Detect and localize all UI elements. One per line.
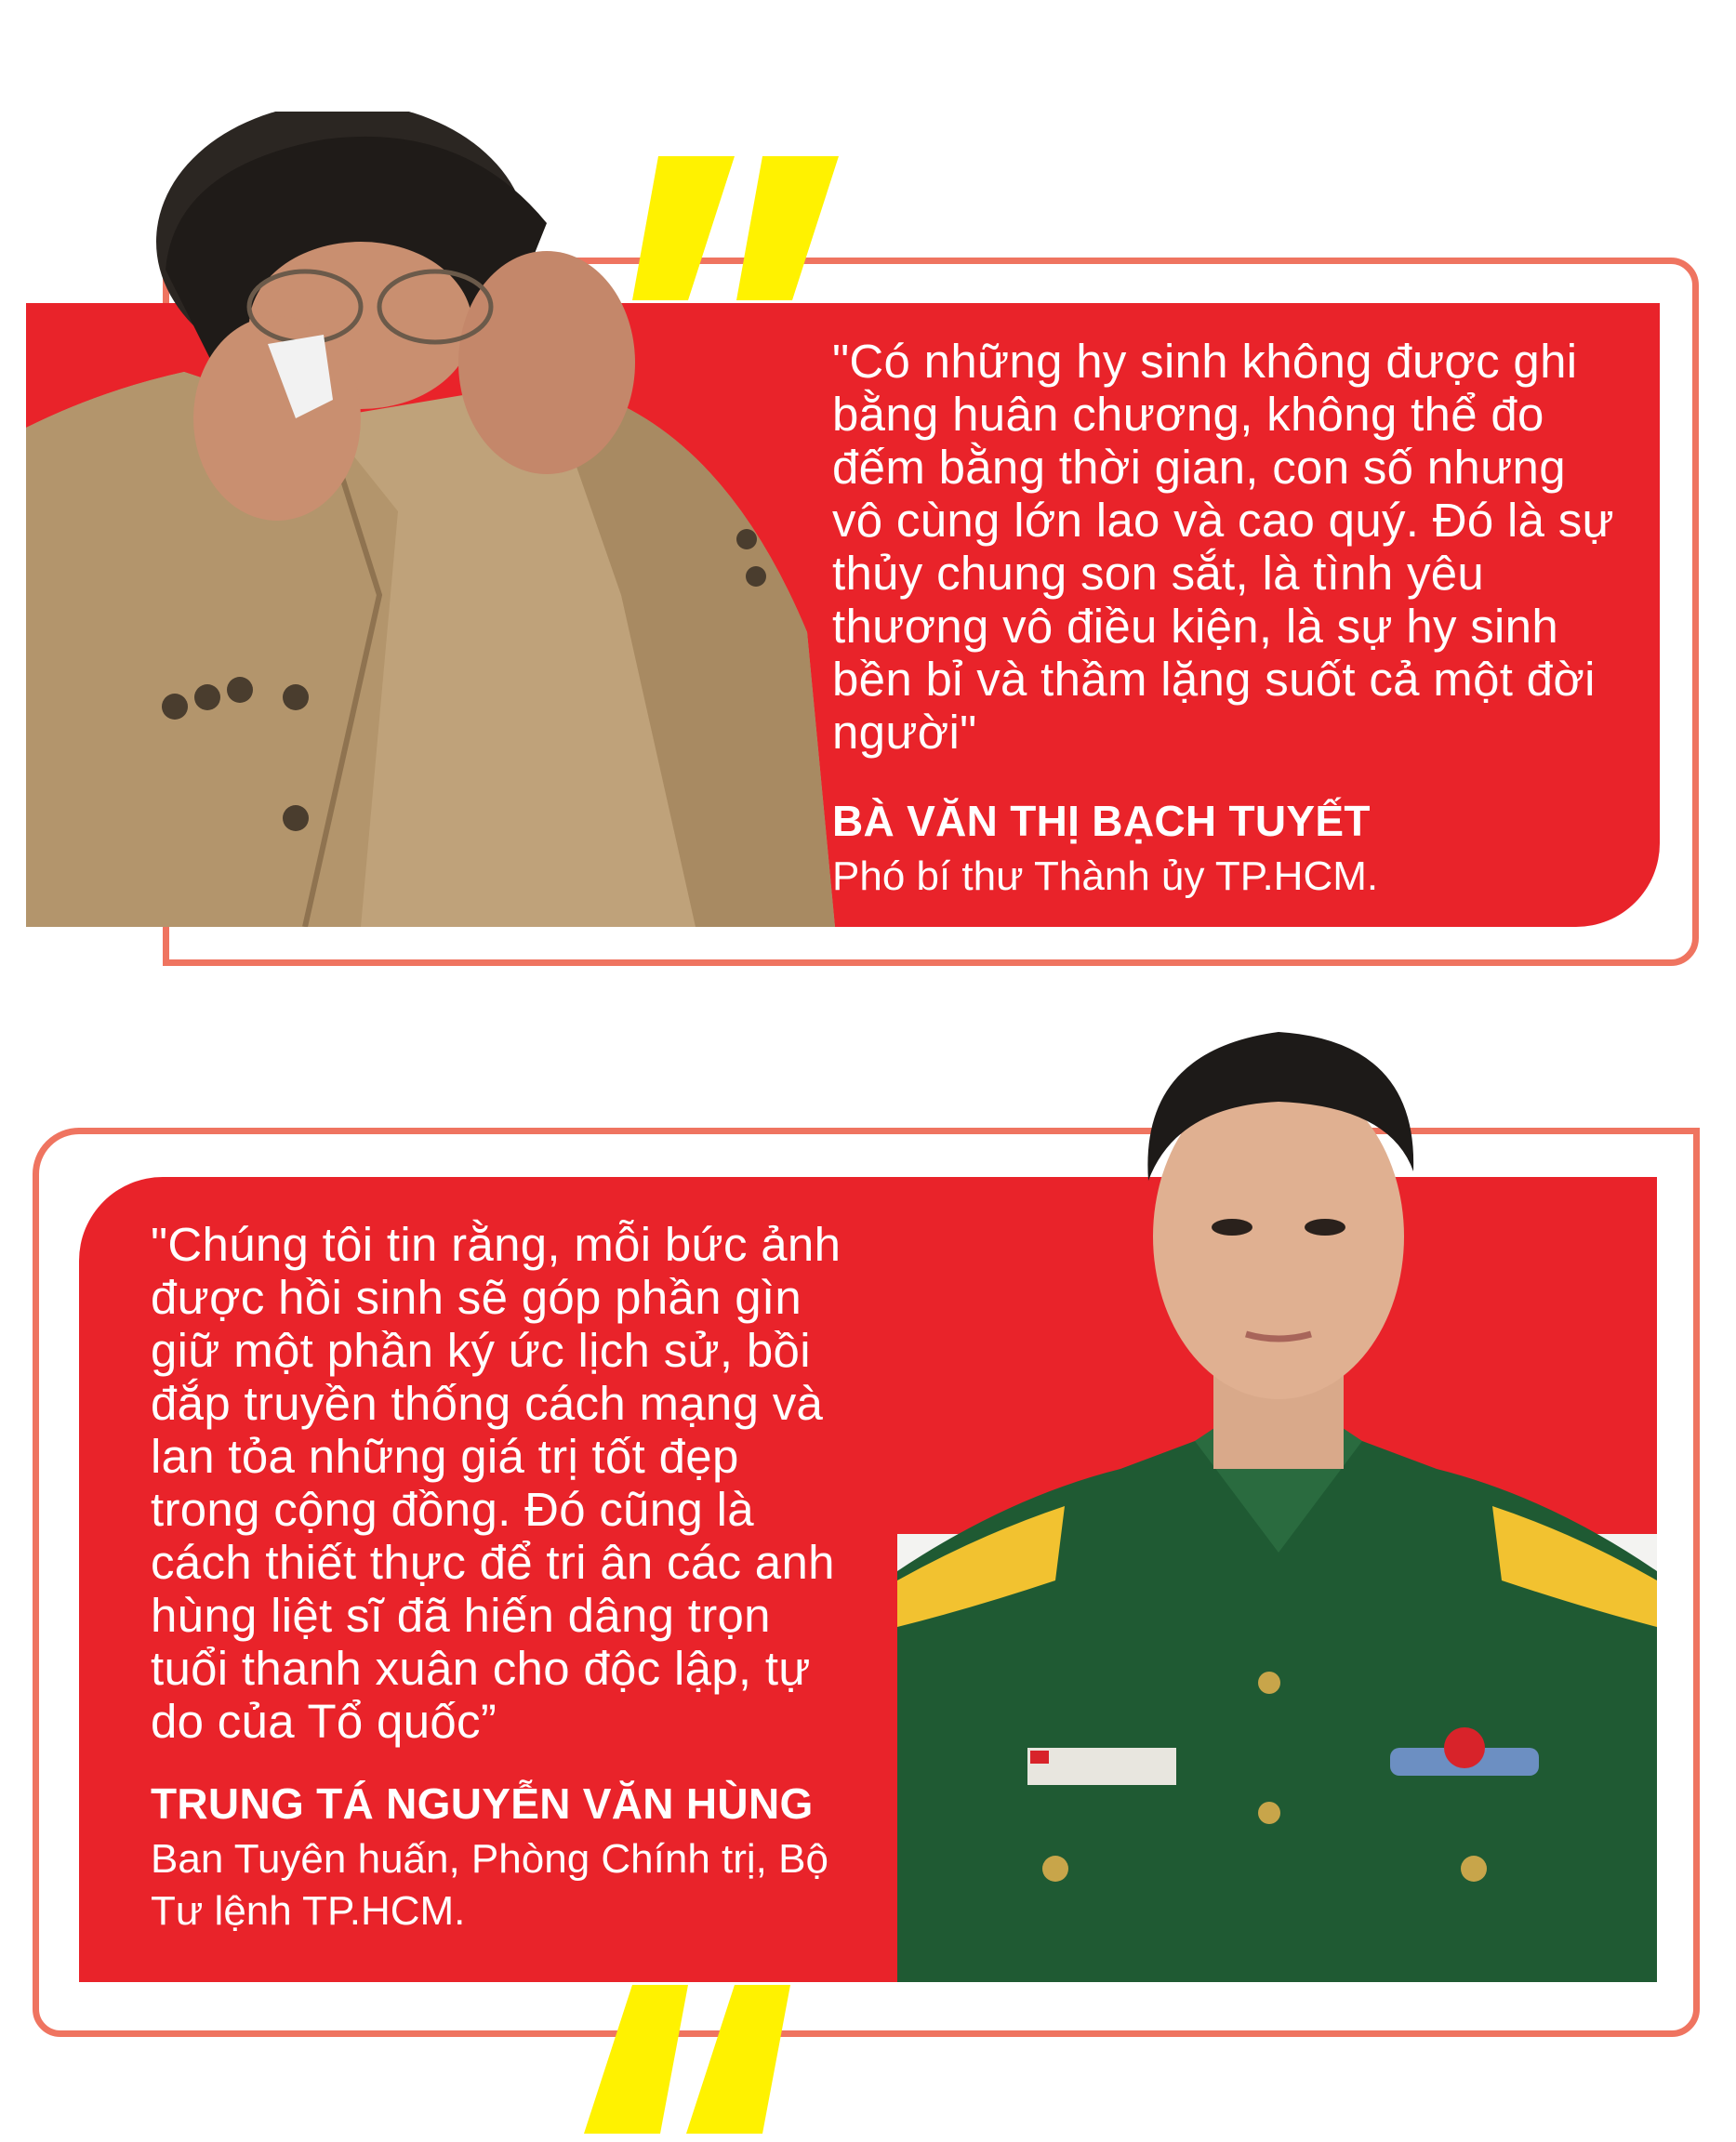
close-quote-icon bbox=[576, 1985, 790, 2134]
author-name-top: BÀ VĂN THỊ BẠCH TUYẾT bbox=[832, 797, 1371, 845]
quote-text-top: "Có những hy sinh không được ghi bằng huân chương, không thể đo đếm bằng thời gian, con số nhưng vô cùng lớn lao và cao quý. Đó là sự thủy chung son sắt, là tình yêu thương vô điều kiện, là sự hy sinh bền bỉ và thầm lặng suốt cả một đời người" bbox=[832, 335, 1614, 759]
quote-text-bottom: "Chúng tôi tin rằng, mỗi bức ảnh được hồi sinh sẽ góp phần gìn giữ một phần ký ức lịch sử, bồi đắp truyền thống cách mạng và lan tỏa những giá trị tốt đẹp trong cộng đồng. Đó cũng là cách thiết thực để tri ân các anh hùng liệt sĩ đã hiến dâng trọn tuổi thanh xuân cho độc lập, tự do của Tổ quốc” bbox=[151, 1218, 841, 1748]
speaker-photo-top bbox=[26, 112, 835, 927]
author-role-top: Phó bí thư Thành ủy TP.HCM. bbox=[832, 853, 1379, 899]
author-name-bottom: TRUNG TÁ NGUYỄN VĂN HÙNG bbox=[151, 1779, 814, 1828]
author-role-bottom: Ban Tuyên huấn, Phòng Chính trị, Bộ Tư lệnh TP.HCM. bbox=[151, 1836, 828, 1934]
speaker-photo-bottom bbox=[897, 976, 1657, 1982]
